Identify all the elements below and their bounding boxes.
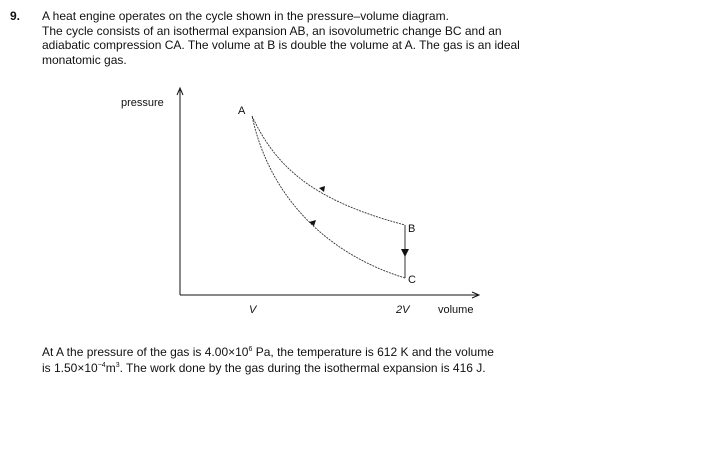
point-label-c: C — [408, 274, 416, 286]
given-data-line-1: At A the pressure of the gas is $4.00\times 10^6$ Pa, the temperature is 612 K and the volume — [42, 345, 494, 359]
question-line-4: monatomic gas. — [42, 52, 127, 67]
x-tick-2v: 2V — [396, 304, 410, 316]
point-label-a: A — [238, 105, 246, 117]
isothermal-curve-ab — [252, 116, 405, 225]
question-line-1: A heat engine operates on the cycle shown in the pressure–volume diagram. — [42, 9, 449, 23]
arrow-ab-icon — [319, 186, 325, 192]
question-number: 9. — [10, 9, 21, 23]
question-line-3: adiabatic compression CA. The volume at B is double the volume at A. The gas is an ideal — [42, 38, 520, 52]
question-line-2: The cycle consists of an isothermal expansion AB, an isovolumetric change BC and an — [42, 23, 502, 38]
point-label-b: B — [408, 223, 416, 235]
y-axis-label: pressure — [121, 97, 164, 109]
x-axis-label: volume — [438, 304, 474, 316]
given-data-line-2: is $1.50\times 10^{-4}m^3$. The work done by the gas during the isothermal expansion is 416 J. — [42, 361, 486, 375]
arrow-ca-icon — [309, 220, 316, 226]
adiabatic-curve-ca — [252, 116, 405, 278]
x-tick-v: V — [249, 304, 257, 316]
given-data-text — [42, 344, 602, 376]
arrow-bc-icon — [401, 249, 409, 257]
